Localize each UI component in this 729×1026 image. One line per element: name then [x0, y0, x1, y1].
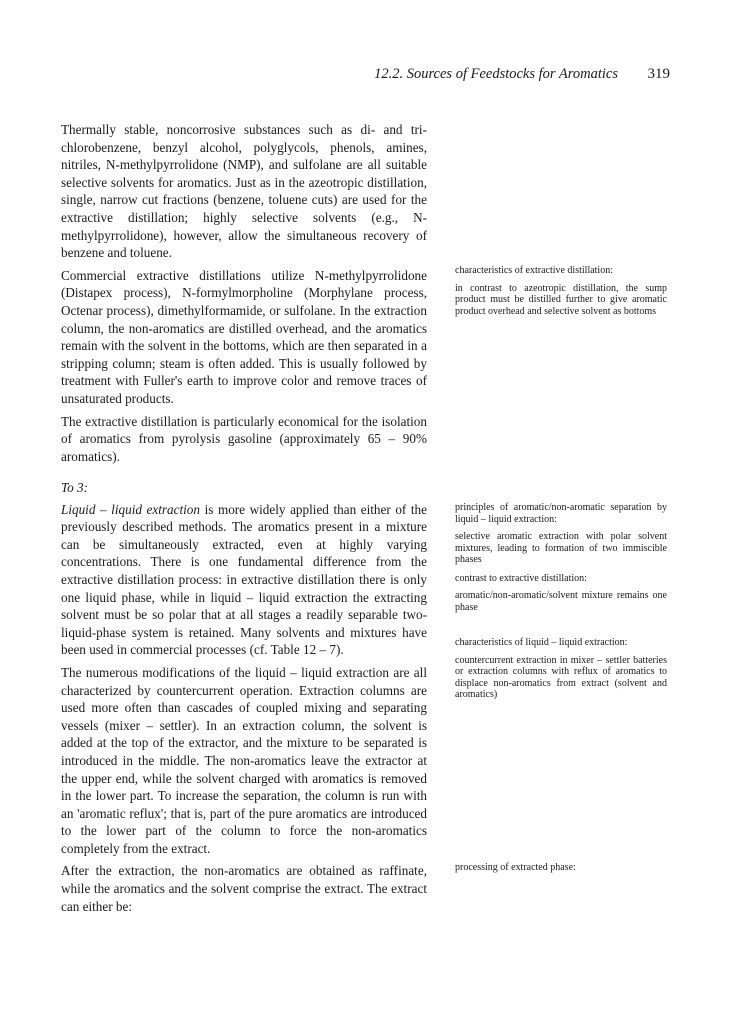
paragraph-solvents: Thermally stable, noncorrosive substances such as di- and tri-chlorobenzene, benzyl alcohol, polyglycols, phenols, amines, nitriles, N-methylpyrrolidone (NMP), and sulfolane are all suitable selective solvents for aromatics. Just as in the azeotropic distillation, single, narrow cut fractions (benzene, toluene cuts) are used for the extractive distillation; highly selective solvents (e.g., N-methylpyrrolidone), however, allow the simultaneous recovery of benzene and toluene. [61, 122, 427, 261]
margin-note-heading: processing of extracted phase: [455, 862, 576, 873]
margin-note-body: selective aromatic extraction with polar solvent mixtures, leading to formation of two immiscible phases [455, 531, 667, 565]
margin-note-body: countercurrent extraction in mixer – settler batteries or extraction columns with reflux of aromatics to displace non-aromatics from extract (solvent and aromatics) [455, 654, 667, 700]
margin-note-heading: characteristics of extractive distillation: [455, 265, 613, 276]
margin-note-separation-principles [455, 502, 667, 620]
margin-note-heading: principles of aromatic/non-aromatic separation by liquid – liquid extraction: [455, 502, 667, 525]
main-text-bottom [61, 479, 427, 920]
section-label: To 3: [61, 480, 88, 495]
margin-note-extract-processing [455, 862, 667, 880]
margin-note-body: aromatic/non-aromatic/solvent mixture remains one phase [455, 590, 667, 613]
paragraph-after-extraction: After the extraction, the non-aromatics are obtained as raffinate, while the aromatics and the solvent comprise the extract. The extract can either be: [61, 863, 427, 914]
margin-note-heading: contrast to extractive distillation: [455, 572, 587, 584]
main-text-top [61, 121, 427, 470]
paragraph-commercial-extractive-distillation: Commercial extractive distillations utilize N-methylpyrrolidone (Distapex process), N-formylmorpholine (Morphylane process, Octenar process), dimethylformamide, or sulfolane. In the extraction column, the non-aromatics are distilled overhead, and the aromatics remain with the solvent in the bottoms, which are then separated in a stripping column; steam is often added. This is usually followed by treatment with Fuller's earth to improve color and remove traces of unsaturated products. [61, 267, 427, 406]
margin-note-heading: characteristics of liquid – liquid extraction: [455, 637, 628, 648]
margin-note-extractive-distillation [455, 265, 667, 324]
margin-note-body: in contrast to azeotropic distillation, the sump product must be distilled further to give aromatic product overhead and selective solvent as bottoms [455, 282, 667, 317]
paragraph-liquid-liquid-extraction-body: is more widely applied than either of the previously described methods. The aromatics present in a mixture can be simultaneously extracted, even at highly varying concentrations. There is one fundamental difference from the extractive distillation process: in extractive distillation there is only one liquid phase, while in liquid – liquid extraction the extracting solvent must be so polar that at all stages a readily separable two-liquid-phase system is retained. Many solvents and mixtures have been used in commercial processes (cf. Table 12 – 7). [61, 501, 427, 658]
term-liquid-liquid-extraction: Liquid – liquid extraction [61, 501, 200, 517]
page-number: 319 [647, 66, 670, 82]
page-header [300, 66, 670, 86]
paragraph-economics: The extractive distillation is particularly economical for the isolation of aromatics from pyrolysis gasoline (approximately 65 – 90% aromatics). [61, 413, 427, 464]
paragraph-countercurrent-operation: The numerous modifications of the liquid – liquid extraction are all characterized by countercurrent operation. Extraction columns are used more often than cascades of coupled mixing and separating vessels (mixer – settler). In an extraction column, the solvent is added at the top of the extractor, and the mixture to be separated is introduced in the middle. The non-aromatics leave the extractor at the upper end, while the solvent charged with aromatics is removed in the lower part. To increase the separation, the column is run with an 'aromatic reflux'; that is, part of the pure aromatics are introduced to the lower part of the column to force the non-aromatics completely from the extract. [61, 664, 427, 856]
running-title: 12.2. Sources of Feedstocks for Aromatics [374, 66, 618, 82]
margin-note-liquid-extraction [455, 637, 667, 708]
paragraph-liquid-liquid-extraction [61, 501, 427, 659]
